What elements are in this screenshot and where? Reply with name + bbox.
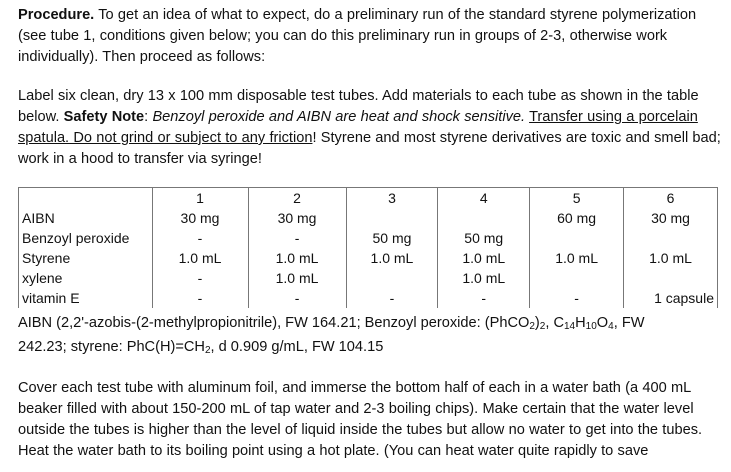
materials-table xyxy=(18,187,718,308)
table-cell: 1.0 mL xyxy=(152,248,248,268)
table-cell: 30 mg xyxy=(152,208,248,228)
table-cell: 1.0 mL xyxy=(438,268,530,288)
table-row xyxy=(19,208,718,228)
table-cell: - xyxy=(152,228,248,248)
table-cell: - xyxy=(152,288,248,308)
table-cell: 30 mg xyxy=(248,208,346,228)
table-cell: - xyxy=(438,288,530,308)
cover-paragraph: Cover each test tube with aluminum foil, and immerse the bottom half of each in a water bath (a 400 mL beaker filled with about 150-200 mL of tap water and 2-3 boiling chips). Make certain that the water level outside the tubes is higher than the level of liquid inside the tubes but allow no water to get into the tubes. Heat the water bath to its boiling point using a hot plate. (You can heat water quite rapidly to save xyxy=(18,380,703,459)
row-label: Styrene xyxy=(19,248,153,268)
procedure-text: To get an idea of what to expect, do a preliminary run of the standard styrene polymerization (see tube 1, conditions given below; you can do this preliminary run in groups of 2-3, otherwise work individually). Then proceed as follows: xyxy=(18,7,697,65)
table-cell xyxy=(438,208,530,228)
table-cell: - xyxy=(248,228,346,248)
table-cell: 50 mg xyxy=(438,228,530,248)
safety-colon: : xyxy=(144,109,153,125)
header-cell: 4 xyxy=(438,188,530,209)
table-cell xyxy=(530,268,624,288)
table-cell xyxy=(624,228,718,248)
table-cell: - xyxy=(346,288,438,308)
subscript: 14 xyxy=(564,321,576,332)
procedure-paragraph xyxy=(18,5,724,68)
table-cell: 1.0 mL xyxy=(624,248,718,268)
formula-line-1 xyxy=(18,313,724,334)
table-row xyxy=(19,228,718,248)
subscript: 2 xyxy=(539,321,546,332)
header-cell xyxy=(19,188,153,209)
table-cell: 1 capsule xyxy=(624,288,718,308)
table-cell: 1.0 mL xyxy=(530,248,624,268)
header-cell: 5 xyxy=(530,188,624,209)
formula-text: 242.23; styrene: PhC(H)=CH xyxy=(18,339,205,355)
table-cell: 60 mg xyxy=(530,208,624,228)
table-cell xyxy=(624,268,718,288)
table-row xyxy=(19,288,718,308)
row-label: vitamin E xyxy=(19,288,153,308)
table-row xyxy=(19,248,718,268)
table-cell xyxy=(346,268,438,288)
table-cell: - xyxy=(530,288,624,308)
header-cell: 3 xyxy=(346,188,438,209)
transfer-warning-underlined: Transfer using a porcelain spatula. Do not grind or subject to any friction xyxy=(18,109,698,146)
subscript: 2 xyxy=(204,345,211,356)
table-cell xyxy=(530,228,624,248)
labels-paragraph xyxy=(18,86,724,170)
table-cell: 30 mg xyxy=(624,208,718,228)
table-row xyxy=(19,268,718,288)
table-cell: 50 mg xyxy=(346,228,438,248)
safety-note-italic: Benzoyl peroxide and AIBN are heat and shock sensitive. xyxy=(152,109,526,125)
table-cell: 1.0 mL xyxy=(346,248,438,268)
formula-text: O xyxy=(596,315,609,331)
formula-text: , d 0.909 g/mL, FW 104.15 xyxy=(210,339,384,355)
header-cell: 6 xyxy=(624,188,718,209)
table-cell: 1.0 mL xyxy=(248,268,346,288)
row-label: xylene xyxy=(19,268,153,288)
labels-intro: Label six clean, dry 13 x 100 mm disposable test tubes. Add materials to each tube as shown in the table below. xyxy=(18,88,699,125)
table-cell: - xyxy=(248,288,346,308)
row-label: Benzoyl peroxide xyxy=(19,228,153,248)
header-cell: 2 xyxy=(248,188,346,209)
table-header-row xyxy=(19,188,718,209)
formula-line-2 xyxy=(18,337,724,358)
header-cell: 1 xyxy=(152,188,248,209)
procedure-heading: Procedure. xyxy=(18,7,95,23)
formula-text: H xyxy=(575,315,586,331)
subscript: 4 xyxy=(608,321,614,332)
row-label: AIBN xyxy=(19,208,153,228)
table-cell xyxy=(346,208,438,228)
table-cell: - xyxy=(152,268,248,288)
table-cell: 1.0 mL xyxy=(438,248,530,268)
formula-text: , C xyxy=(545,315,564,331)
formula-text: AIBN (2,2'-azobis-(2-methylpropionitrile), FW 164.21; Benzoyl peroxide: (PhCO xyxy=(18,315,530,331)
safety-note-label: Safety Note xyxy=(63,109,145,125)
formula-text: , FW xyxy=(613,315,645,331)
labels-rest: ! Styrene and most styrene derivatives are toxic and smell bad; work in a hood to transfer via syringe! xyxy=(18,130,721,167)
subscript: 2 xyxy=(529,321,535,332)
formula-text: ) xyxy=(534,315,540,331)
subscript: 10 xyxy=(585,321,597,332)
table-cell: 1.0 mL xyxy=(248,248,346,268)
